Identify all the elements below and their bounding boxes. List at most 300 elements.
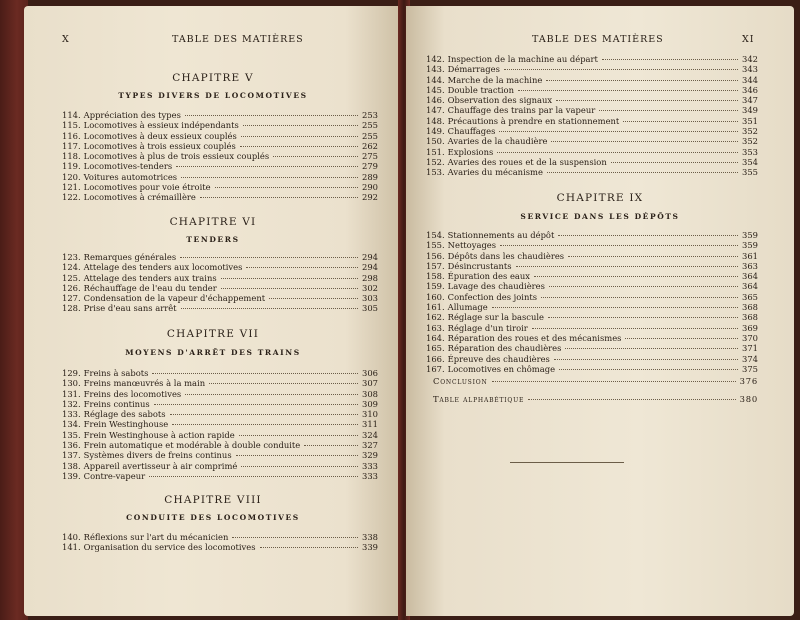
entry-page-number: 344 [742, 74, 758, 85]
entry-title: Contre-vapeur [83, 470, 146, 481]
toc-entry [62, 120, 378, 130]
entry-number: 115. [62, 120, 81, 131]
page-number: X [62, 34, 70, 45]
entry-number: 125. [62, 272, 81, 283]
dot-leader [565, 348, 738, 349]
toc-entry [426, 343, 758, 353]
dot-leader [492, 381, 736, 382]
entry-title: Avaries des roues et de la suspension [447, 156, 607, 167]
dot-leader [260, 547, 358, 548]
entry-title: Stationnements au dépôt [447, 230, 555, 240]
entry-page-number: 380 [739, 394, 758, 405]
dot-leader [236, 455, 358, 456]
back-matter-entries [430, 376, 758, 413]
entry-number: 157. [426, 260, 445, 271]
entry-title: Freins des locomotives [83, 388, 182, 399]
entry-page-number: 253 [362, 110, 378, 120]
entry-page-number: 343 [742, 64, 758, 75]
entry-title: Épuration des eaux [447, 271, 531, 282]
entry-number: 116. [62, 130, 81, 141]
toc-entry [62, 131, 378, 141]
toc-entry [426, 364, 758, 374]
chapter-subtitle: MOYENS D'ARRÊT DES TRAINS [125, 348, 301, 357]
entry-page-number: 255 [362, 130, 378, 141]
entry-page-number: 303 [362, 293, 378, 304]
running-title: TABLE DES MATIÈRES [172, 34, 304, 45]
entry-title: Réglage d'un tiroir [447, 322, 528, 333]
entry-title: Condensation de la vapeur d'échappement [83, 293, 266, 304]
dot-leader [221, 288, 358, 289]
dot-leader [611, 162, 738, 163]
dot-leader [181, 308, 358, 309]
entry-title: Prise d'eau sans arrêt [83, 303, 177, 314]
dot-leader [185, 115, 358, 116]
dot-leader [499, 131, 738, 132]
dot-leader [546, 80, 738, 81]
dot-leader [534, 276, 738, 277]
entry-page-number: 376 [739, 376, 758, 386]
entry-number: 138. [62, 460, 81, 471]
toc-entry [62, 192, 378, 202]
dot-leader [149, 476, 358, 477]
entry-title: Épreuve des chaudières [447, 353, 550, 364]
entry-page-number: 352 [742, 136, 758, 147]
toc-entry [62, 283, 378, 293]
entry-title: Démarrages [447, 64, 500, 75]
dot-leader [170, 414, 358, 415]
toc-entry [426, 64, 758, 74]
toc-entry [426, 167, 758, 177]
continued-entries [426, 54, 758, 178]
entry-title: Locomotives-tenders [83, 161, 173, 172]
entry-number: 163. [426, 322, 445, 333]
entry-title: Réflexions sur l'art du mécanicien [83, 532, 229, 542]
entry-title: Locomotives à essieux indépendants [83, 120, 239, 131]
dot-leader [304, 445, 358, 446]
dot-leader [602, 59, 738, 60]
dot-leader [239, 435, 358, 436]
toc-entry [62, 252, 378, 262]
entry-number: 147. [426, 105, 445, 116]
entry-page-number: 324 [362, 429, 378, 440]
entry-page-number: 289 [362, 171, 378, 182]
entry-page-number: 329 [362, 450, 378, 461]
toc-entry [426, 240, 758, 250]
dot-leader [504, 69, 738, 70]
dot-leader [246, 267, 358, 268]
toc-entry [426, 54, 758, 64]
toc-entry [62, 471, 378, 481]
dot-leader [532, 328, 738, 329]
entry-number: 127. [62, 293, 81, 304]
entry-title: Remarques générales [83, 252, 177, 262]
entry-title: Freins manœuvrés à la main [83, 378, 206, 389]
toc-entry [426, 105, 758, 115]
chapter-heading: CHAPITRE VI [169, 216, 257, 228]
entry-number: 126. [62, 282, 81, 293]
dot-leader [154, 404, 358, 405]
entry-page-number: 333 [362, 470, 378, 481]
entry-title: Réparation des chaudières [447, 343, 562, 354]
toc-entry [426, 126, 758, 136]
entry-page-number: 294 [362, 252, 378, 262]
toc-entry [426, 292, 758, 302]
dot-leader [548, 317, 738, 318]
entry-number: 124. [62, 262, 81, 273]
entry-title: Désincrustants [447, 260, 512, 271]
dot-leader [240, 146, 358, 147]
dot-leader [599, 110, 738, 111]
entry-title: Locomotives à plus de trois essieux couplés [83, 151, 270, 162]
entry-number: 160. [426, 291, 445, 302]
entry-title: Organisation du service des locomotives [83, 542, 256, 553]
dot-leader [180, 257, 358, 258]
dot-leader [200, 197, 358, 198]
dot-leader [625, 338, 738, 339]
entry-page-number: 305 [362, 303, 378, 314]
entry-title: Locomotives à deux essieux couplés [83, 130, 237, 141]
entry-number: 145. [426, 84, 445, 95]
entry-number: 114. [62, 110, 81, 120]
toc-entry [62, 172, 378, 182]
toc-entry [62, 409, 378, 419]
entry-title: Inspection de la machine au départ [447, 54, 598, 64]
entry-number: 156. [426, 250, 445, 261]
page-number: XI [742, 34, 755, 45]
dot-leader [152, 373, 358, 374]
entry-title: Appareil avertisseur à air comprimé [83, 460, 238, 471]
entry-page-number: 255 [362, 120, 378, 131]
entry-page-number: 355 [742, 167, 758, 178]
entry-number: 165. [426, 343, 445, 354]
toc-entry [426, 157, 758, 167]
entry-number: 148. [426, 115, 445, 126]
toc-entry [62, 262, 378, 272]
dot-leader [273, 156, 358, 157]
entry-title: Frein automatique et modérable à double conduite [83, 440, 301, 451]
entry-number: 140. [62, 532, 81, 542]
entry-title: Locomotives pour voie étroite [83, 182, 211, 193]
entry-page-number: 365 [742, 291, 758, 302]
toc-entry [62, 151, 378, 161]
dot-leader [269, 298, 358, 299]
toc-entry [430, 394, 758, 404]
entry-page-number: 308 [362, 388, 378, 399]
entry-page-number: 351 [742, 115, 758, 126]
toc-entry [426, 116, 758, 126]
entry-number: 134. [62, 419, 81, 430]
entry-page-number: 342 [742, 54, 758, 64]
end-rule [510, 462, 624, 463]
entry-page-number: 279 [362, 161, 378, 172]
entry-number: 122. [62, 192, 81, 203]
entry-number: 121. [62, 182, 81, 193]
toc-entry [426, 261, 758, 271]
chapter-subtitle: TYPES DIVERS DE LOCOMOTIVES [118, 91, 308, 100]
entry-page-number: 353 [742, 146, 758, 157]
entry-number: 141. [62, 542, 81, 553]
toc-entry [426, 85, 758, 95]
dot-leader [559, 369, 738, 370]
toc-entry [426, 136, 758, 146]
entry-page-number: 292 [362, 192, 378, 203]
toc-entry [62, 293, 378, 303]
entry-title: Attelage des tenders aux locomotives [83, 262, 243, 273]
entry-page-number: 310 [362, 409, 378, 420]
toc-entry [62, 182, 378, 192]
toc-entry [426, 271, 758, 281]
chapter-heading: CHAPITRE IX [556, 192, 644, 204]
entry-page-number: 311 [362, 419, 378, 430]
entry-title: Marche de la machine [447, 74, 543, 85]
dot-leader [181, 177, 358, 178]
toc-entry [426, 354, 758, 364]
dot-leader [556, 100, 738, 101]
chapter-heading: CHAPITRE VIII [164, 494, 262, 506]
toc-entry [426, 147, 758, 157]
entry-number: 133. [62, 409, 81, 420]
entry-number: 123. [62, 252, 81, 262]
entry-number: 162. [426, 312, 445, 323]
dot-leader [568, 256, 738, 257]
entry-title: Chauffages [447, 126, 496, 137]
entry-number: 146. [426, 95, 445, 106]
chapter-entries [62, 110, 378, 203]
dot-leader [528, 399, 735, 400]
entry-page-number: 370 [742, 332, 758, 343]
dot-leader [243, 125, 358, 126]
entry-number: 158. [426, 271, 445, 282]
dot-leader [497, 152, 738, 153]
toc-entry [62, 532, 378, 542]
entry-number: 164. [426, 332, 445, 343]
entry-page-number: 363 [742, 260, 758, 271]
entry-number: 155. [426, 240, 445, 251]
entry-page-number: 339 [362, 542, 378, 553]
entry-title: Freins continus [83, 398, 150, 409]
toc-entry [62, 440, 378, 450]
toc-entry [62, 399, 378, 409]
toc-entry [62, 110, 378, 120]
entry-number: 150. [426, 136, 445, 147]
entry-page-number: 368 [742, 302, 758, 313]
entry-page-number: 306 [362, 368, 378, 378]
entry-number: 137. [62, 450, 81, 461]
right-page [406, 6, 794, 616]
entry-title: Observation des signaux [447, 95, 553, 106]
entry-title: Appréciation des types [83, 110, 181, 120]
entry-title: Chauffage des trains par la vapeur [447, 105, 596, 116]
entry-number: 130. [62, 378, 81, 389]
toc-entry [426, 95, 758, 105]
entry-page-number: 371 [742, 343, 758, 354]
entry-page-number: 364 [742, 281, 758, 292]
dot-leader [623, 121, 738, 122]
dot-leader [547, 172, 738, 173]
toc-entry [62, 461, 378, 471]
entry-number: 139. [62, 470, 81, 481]
entry-title: Nettoyages [447, 240, 497, 251]
dot-leader [185, 394, 358, 395]
dot-leader [241, 466, 358, 467]
entry-number: 132. [62, 398, 81, 409]
entry-number: 120. [62, 171, 81, 182]
entry-page-number: 364 [742, 271, 758, 282]
dot-leader [176, 166, 358, 167]
entry-title: Réparation des roues et des mécanismes [447, 332, 622, 343]
chapter-subtitle: TENDERS [186, 235, 240, 244]
entry-page-number: 374 [742, 353, 758, 364]
entry-title: Avaries du mécanisme [447, 167, 543, 178]
entry-page-number: 349 [742, 105, 758, 116]
toc-entry [426, 75, 758, 85]
entry-number: 166. [426, 353, 445, 364]
dot-leader [209, 383, 358, 384]
entry-number: 136. [62, 440, 81, 451]
entry-title: Explosions [447, 146, 494, 157]
entry-title: Conclusion [433, 376, 488, 386]
dot-leader [554, 359, 738, 360]
dot-leader [549, 286, 738, 287]
toc-entry [62, 389, 378, 399]
chapter-subtitle: CONDUITE DES LOCOMOTIVES [126, 513, 300, 522]
entry-title: Réglage des sabots [83, 409, 166, 420]
entry-page-number: 333 [362, 460, 378, 471]
toc-entry [62, 303, 378, 313]
entry-page-number: 327 [362, 440, 378, 451]
entry-number: 167. [426, 363, 445, 374]
running-title: TABLE DES MATIÈRES [532, 34, 664, 45]
toc-entry [62, 368, 378, 378]
entry-page-number: 361 [742, 250, 758, 261]
entry-number: 152. [426, 156, 445, 167]
left-page [24, 6, 402, 616]
toc-entry [62, 430, 378, 440]
toc-entry [426, 323, 758, 333]
entry-title: Frein Westinghouse [83, 419, 169, 430]
entry-title: Réchauffage de l'eau du tender [83, 282, 217, 293]
toc-entry [426, 281, 758, 291]
toc-entry [426, 302, 758, 312]
toc-entry [426, 312, 758, 322]
chapter-heading: CHAPITRE V [172, 72, 254, 84]
entry-title: Double traction [447, 84, 514, 95]
toc-entry [62, 542, 378, 552]
dot-leader [541, 297, 738, 298]
toc-entry [62, 378, 378, 388]
entry-number: 142. [426, 54, 445, 64]
entry-number: 118. [62, 151, 81, 162]
entry-title: Locomotives à crémaillère [83, 192, 196, 203]
entry-title: Attelage des tenders aux trains [83, 272, 217, 283]
toc-entry [62, 141, 378, 151]
entry-number: 149. [426, 126, 445, 137]
entry-number: 143. [426, 64, 445, 75]
entry-page-number: 347 [742, 95, 758, 106]
entry-page-number: 338 [362, 532, 378, 542]
entry-page-number: 354 [742, 156, 758, 167]
toc-entry [62, 450, 378, 460]
toc-entry [62, 419, 378, 429]
chapter-entries [62, 532, 378, 553]
entry-title: Avaries de la chaudière [447, 136, 548, 147]
entry-number: 119. [62, 161, 81, 172]
dot-leader [500, 245, 738, 246]
entry-title: Frein Westinghouse à action rapide [83, 429, 235, 440]
dot-leader [551, 141, 738, 142]
entry-number: 129. [62, 368, 81, 378]
entry-number: 154. [426, 230, 445, 240]
toc-entry [426, 251, 758, 261]
entry-title: Locomotives en chômage [447, 363, 556, 374]
entry-number: 128. [62, 303, 81, 314]
entry-page-number: 298 [362, 272, 378, 283]
dot-leader [492, 307, 738, 308]
dot-leader [172, 424, 358, 425]
entry-page-number: 290 [362, 182, 378, 193]
entry-title: Locomotives à trois essieux couplés [83, 140, 236, 151]
entry-title: Freins à sabots [83, 368, 149, 378]
entry-page-number: 359 [742, 230, 758, 240]
entry-page-number: 302 [362, 282, 378, 293]
entry-page-number: 352 [742, 126, 758, 137]
entry-page-number: 346 [742, 84, 758, 95]
entry-page-number: 307 [362, 378, 378, 389]
toc-entry [430, 376, 758, 386]
entry-title: Table alphabétique [433, 394, 525, 405]
chapter-entries [62, 368, 378, 481]
dot-leader [232, 537, 358, 538]
entry-number: 135. [62, 429, 81, 440]
dot-leader [516, 266, 739, 267]
entry-title: Réglage sur la bascule [447, 312, 544, 323]
entry-page-number: 309 [362, 398, 378, 409]
dot-leader [558, 235, 738, 236]
entry-number: 144. [426, 74, 445, 85]
toc-entry [62, 161, 378, 171]
entry-title: Précautions à prendre en stationnement [447, 115, 620, 126]
dot-leader [215, 187, 358, 188]
entry-page-number: 359 [742, 240, 758, 251]
entry-title: Dépôts dans les chaudières [447, 250, 565, 261]
entry-number: 131. [62, 388, 81, 399]
chapter-entries [62, 252, 378, 314]
entry-title: Confection des joints [447, 291, 538, 302]
toc-entry [62, 273, 378, 283]
entry-page-number: 275 [362, 151, 378, 162]
chapter-subtitle: SERVICE DANS LES DÉPÔTS [520, 212, 680, 221]
entry-page-number: 375 [742, 363, 758, 374]
dot-leader [241, 136, 358, 137]
toc-entry [426, 230, 758, 240]
entry-page-number: 262 [362, 140, 378, 151]
entry-title: Voitures automotrices [83, 171, 178, 182]
dot-leader [518, 90, 738, 91]
entry-page-number: 369 [742, 322, 758, 333]
entry-page-number: 294 [362, 262, 378, 273]
entry-number: 151. [426, 146, 445, 157]
chapter-entries [426, 230, 758, 374]
dot-leader [221, 278, 358, 279]
entry-title: Systèmes divers de freins continus [83, 450, 232, 461]
entry-title: Lavage des chaudières [447, 281, 545, 292]
entry-number: 161. [426, 302, 445, 313]
entry-number: 117. [62, 140, 81, 151]
toc-entry [426, 333, 758, 343]
entry-page-number: 368 [742, 312, 758, 323]
chapter-heading: CHAPITRE VII [166, 328, 260, 340]
entry-number: 159. [426, 281, 445, 292]
